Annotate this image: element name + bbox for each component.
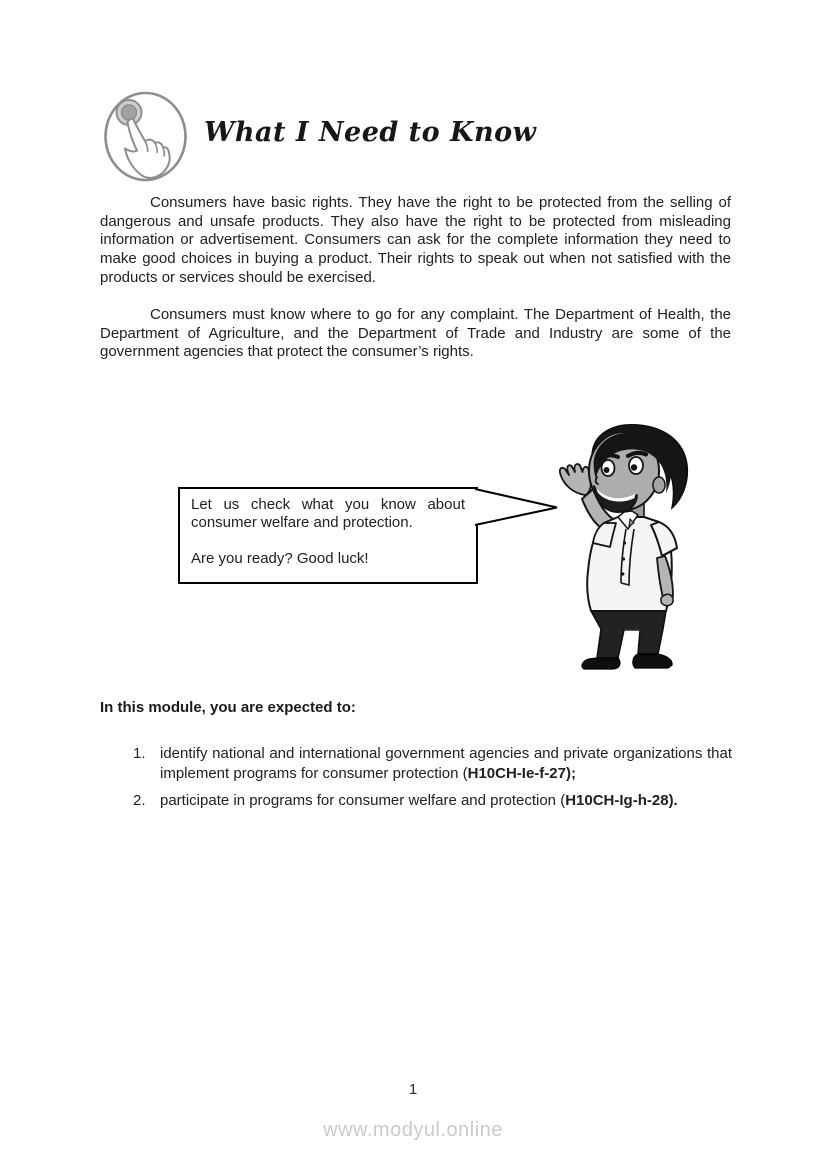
objective-number: 2. <box>133 791 146 809</box>
watermark-text: www.modyul.online <box>323 1119 503 1141</box>
page-title: What I Need to Know <box>204 117 537 148</box>
speech-bubble <box>178 487 478 584</box>
page-number: 1 <box>408 1081 418 1098</box>
objective-body: identify national and international government agencies and private organizations that implement programs for consumer protection ( <box>160 745 732 782</box>
speech-bubble-question: Are you ready? Good luck! <box>191 550 369 568</box>
objective-text <box>160 744 732 784</box>
objective-suffix: ). <box>668 791 678 809</box>
paragraph-consumer-agencies: Consumers must know where to go for any complaint. The Department of Health, the Department of Agriculture, and the Department of Trade and Industry are some of the government agencies that protect the consumer’s rights. <box>100 306 731 361</box>
objective-suffix: ); <box>565 764 576 782</box>
speech-bubble-message: Let us check what you know about consumer welfare and protection. <box>191 496 465 532</box>
objective-code: H10CH-Ie-f-27 <box>467 764 566 782</box>
objective-item-1 <box>100 744 732 784</box>
objective-body: participate in programs for consumer welfare and protection ( <box>160 791 566 809</box>
objective-text <box>160 791 732 811</box>
press-button-icon <box>103 91 188 182</box>
objective-number: 1. <box>133 745 146 762</box>
paragraph-consumer-rights: Consumers have basic rights. They have the right to be protected from the selling of dangerous and unsafe products. They also have the right to be protected from misleading information or advertisement. Consumers can ask for the complete information they need to make good choices in buying a product. Their rights to speak out when not satisfied with the products or services should be exercised. <box>100 194 731 286</box>
speech-bubble-tail <box>474 488 560 528</box>
objectives-heading: In this module, you are expected to: <box>100 699 356 716</box>
boy-waving-illustration <box>552 423 702 676</box>
objective-item-2 <box>100 791 732 811</box>
objective-code: H10CH-Ig-h-28 <box>565 791 669 809</box>
objectives-list <box>100 744 732 817</box>
